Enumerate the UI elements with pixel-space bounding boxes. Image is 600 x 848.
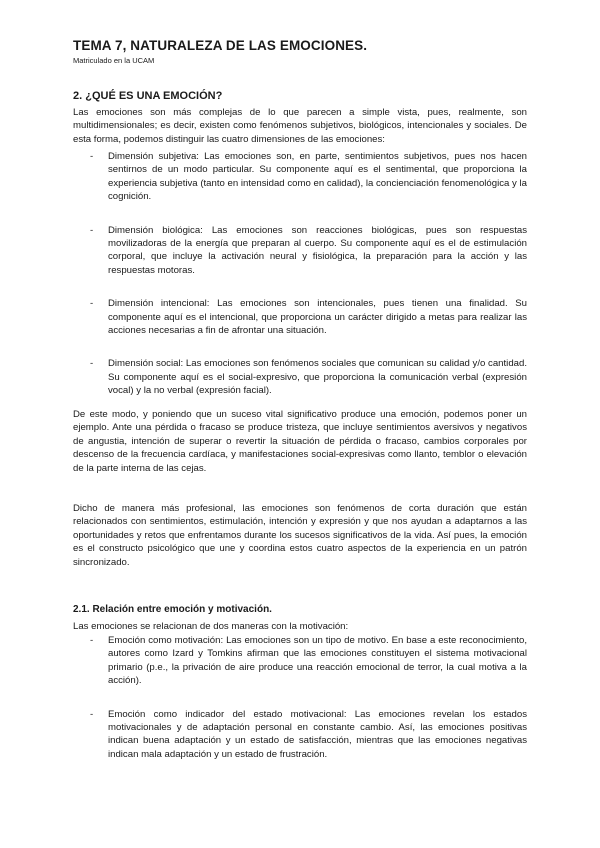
document-subtitle: Matriculado en la UCAM	[73, 56, 155, 65]
subsection-heading: 2.1. Relación entre emoción y motivación.	[73, 604, 272, 615]
section-heading: 2. ¿QUÉ ES UNA EMOCIÓN?	[73, 90, 223, 102]
bullet-dash: -	[90, 151, 94, 162]
example-paragraph: De este modo, y poniendo que un suceso vital significativo produce una emoción, podemos poner un ejemplo. Ante una pérdida o fracaso se produce tristeza, que incluye sentimientos aversivos y negativos de angustia, intención de superar o revertir la situación de pérdida o fracaso, cambios corporales por descenso de la frecuencia cardíaca, y manifestaciones social-expresivas como llanto, temblor o elevación de la parte interna de las cejas.	[73, 409, 527, 474]
dimension-biological: Dimensión biológica: Las emociones son reacciones biológicas, pues son respuestas movilizadoras de la energía que preparan al cuerpo. Su componente aquí es el de estimulación corporal, que incluye la activación neural y fisiológica, la preparación para la acción y las respuestas motoras.	[108, 224, 527, 276]
relation-indicator: Emoción como indicador del estado motivacional: Las emociones revelan los estados motivacionales y de adaptación personal en constante cambio. Así, las emociones positivas indican buena adaptación y un estado de satisfacción, mientras que las emociones negativas indican mala adaptación y un estado de frustración.	[108, 708, 527, 760]
definition-paragraph: Dicho de manera más profesional, las emociones son fenómenos de corta duración que están relacionados con sentimientos, estimulación, intención y expresión y que nos ayudan a adaptarnos a las oportunidades y retos que enfrentamos durante los sucesos significativos de la vida. Así pues, la emoción es el constructo psicológico que une y coordina estos cuatro aspectos de la experiencia en un patrón sincronizado.	[73, 503, 527, 568]
bullet-dash: -	[90, 635, 94, 646]
subsection-intro: Las emociones se relacionan de dos maneras con la motivación:	[73, 621, 349, 632]
bullet-dash: -	[90, 298, 94, 310]
dimensions-list	[73, 150, 527, 418]
dimension-social: Dimensión social: Las emociones son fenómenos sociales que comunican su calidad y/o cantidad. Su componente aquí es el social-expresivo, que proporciona la comunicación verbal (expresión vocal) y la no verbal (expresión facial).	[108, 358, 527, 397]
intro-paragraph: Las emociones son más complejas de lo que parecen a simple vista, pues, realmente, son multidimensionales; es decir, existen como fenómenos subjetivos, biológicos, intencionales y sociales. De esta forma, podemos distinguir las cuatro dimensiones de las emociones:	[73, 107, 527, 145]
list-item	[73, 634, 527, 688]
relations-list	[73, 634, 527, 781]
document-title: TEMA 7, NATURALEZA DE LAS EMOCIONES.	[73, 38, 368, 53]
list-item	[73, 708, 527, 762]
list-item	[73, 224, 527, 278]
dimension-intentional: Dimensión intencional: Las emociones son intencionales, pues tienen una finalidad. Su componente aquí es el intencional, que proporciona un carácter dirigido a metas para realizar las acciones necesarias a fin de afrontar una situación.	[108, 298, 527, 337]
dimension-subjective: Dimensión subjetiva: Las emociones son, en parte, sentimientos subjetivos, pues nos hacen sentirnos de un modo particular. Su componente aquí es el sentimental, que proporciona la experiencia subjetiva (tanto en intensidad como en calidad), la concienciación fenomenológica y la cognición.	[108, 151, 527, 203]
bullet-dash: -	[90, 358, 94, 370]
list-item	[73, 297, 527, 337]
list-item	[73, 357, 527, 397]
relation-motivation: Emoción como motivación: Las emociones son un tipo de motivo. En base a este reconocimiento, autores como Izard y Tomkins afirman que las emociones constituyen el sistema motivacional primario (p.e., la privación de aire produce una reacción emocional de terror, la cual motiva a la acción).	[108, 635, 527, 687]
bullet-dash: -	[90, 708, 94, 720]
bullet-dash: -	[90, 224, 94, 236]
list-item	[73, 150, 527, 204]
